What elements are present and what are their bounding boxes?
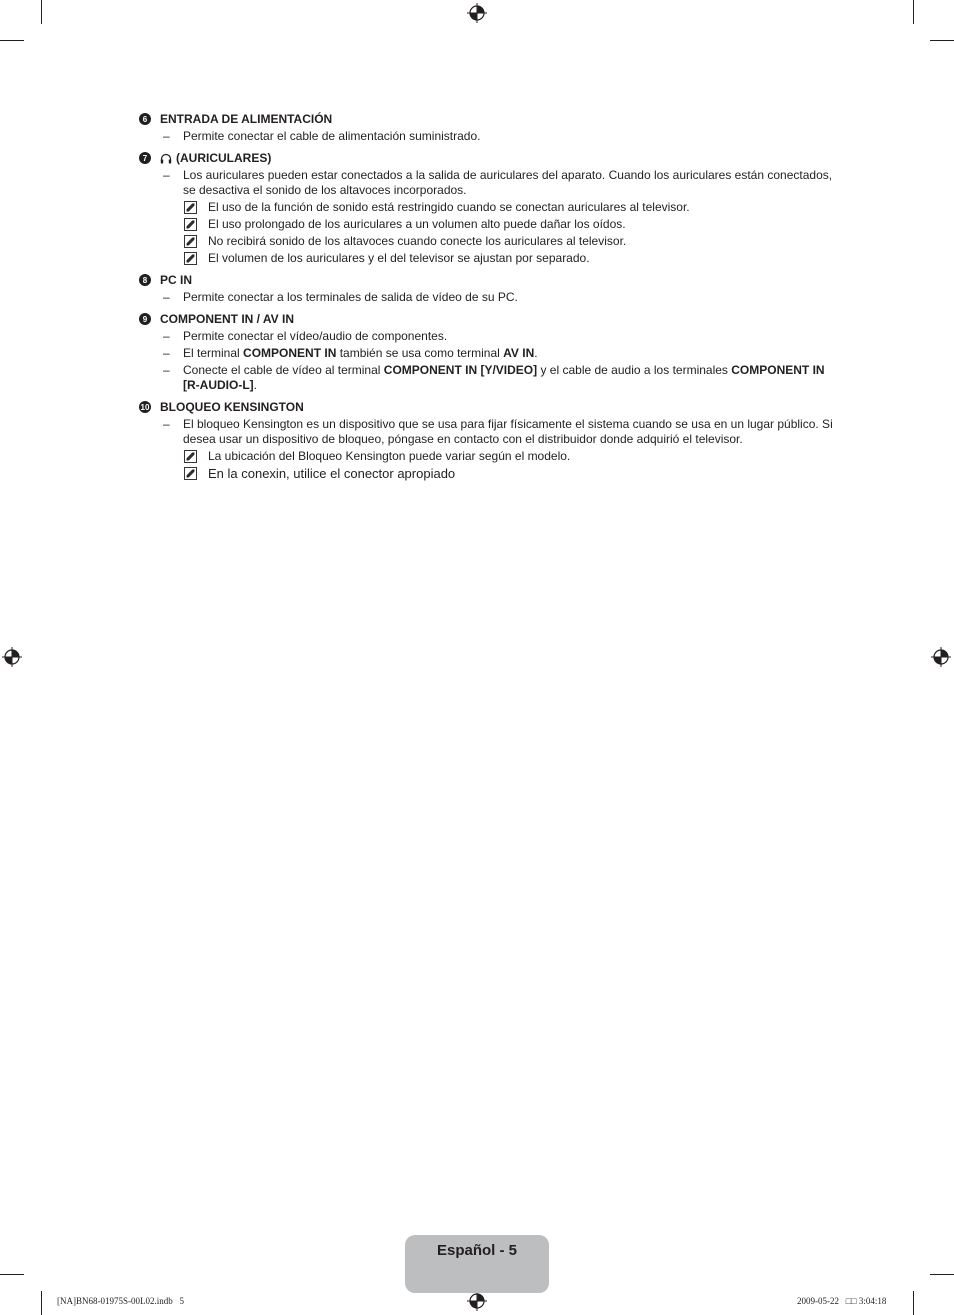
note-text: El volumen de los auriculares y el del televisor se ajustan por separado. [208, 251, 590, 265]
bold-term: COMPONENT IN [243, 346, 337, 360]
section-title: COMPONENT IN / AV IN [160, 311, 295, 326]
section-title: BLOQUEO KENSINGTON [160, 399, 304, 414]
section-number-badge: 6 [139, 113, 151, 125]
registration-mark-icon [2, 647, 22, 667]
registration-mark-icon [931, 647, 951, 667]
list-item [139, 363, 839, 393]
dash-bullet: – [163, 168, 170, 182]
headphones-icon [160, 153, 172, 164]
list-item-text: Permite conectar a los terminales de salida de vídeo de su PC. [183, 290, 518, 304]
dash-bullet: – [163, 417, 170, 431]
bold-term: COMPONENT IN [Y/VIDEO] [383, 363, 538, 377]
dash-bullet: – [163, 329, 170, 343]
list-item-text: Permite conectar el cable de alimentación suministrado. [183, 129, 481, 143]
page-number-label: Español - 5 [436, 1242, 518, 1259]
section-number-badge: 10 [140, 402, 150, 412]
section [139, 272, 839, 305]
section-title: ENTRADA DE ALIMENTACIÓN [160, 111, 333, 126]
note-item [139, 200, 839, 215]
dash-bullet: – [163, 129, 170, 143]
list-item [139, 346, 839, 361]
crop-mark [0, 40, 24, 41]
list-item-text: Los auriculares pueden estar conectados a la salida de auriculares del aparato. Cuando los auriculares están conectados, se desactiva el sonido de los altavoces incorporados. [183, 168, 833, 197]
text-run: . [253, 378, 257, 392]
dash-bullet: – [163, 363, 170, 377]
crop-mark [41, 1291, 42, 1315]
note-item [139, 466, 839, 481]
list-item-text: Permite conectar el vídeo/audio de componentes. [183, 329, 448, 343]
section [139, 399, 839, 481]
section [139, 311, 839, 393]
text-run: y el cable de audio a los terminales [537, 363, 732, 377]
section-number-badge: 9 [139, 313, 151, 325]
section [139, 111, 839, 144]
note-item [139, 217, 839, 232]
note-text: En la conexin, utilice el conector apropiado [208, 466, 456, 481]
print-timestamp: 2009-05-22 □□ 3:04:18 [797, 1296, 887, 1306]
crop-mark [930, 40, 954, 41]
note-item [139, 251, 839, 266]
crop-mark [930, 1274, 954, 1275]
note-text: No recibirá sonido de los altavoces cuando conecte los auriculares al televisor. [208, 234, 627, 248]
bold-term: AV IN [503, 346, 535, 360]
section-title: PC IN [160, 272, 193, 287]
section-title: (AURICULARES) [176, 150, 272, 165]
text-run: Conecte el cable de vídeo al terminal [183, 363, 384, 377]
print-file-info: [NA]BN68-01975S-00L02.indb 5 [57, 1296, 184, 1306]
list-item [139, 417, 839, 447]
section-heading [139, 111, 839, 127]
section-heading [139, 150, 839, 166]
text-run: El terminal [183, 346, 244, 360]
manual-content [139, 111, 839, 487]
section [139, 150, 839, 266]
section-heading [139, 399, 839, 415]
note-text: El uso de la función de sonido está restringido cuando se conectan auriculares al televisor. [208, 200, 690, 214]
note-item [139, 449, 839, 464]
text-run: también se usa como terminal [336, 346, 504, 360]
note-icon [184, 200, 208, 215]
note-icon [184, 251, 208, 266]
list-item-text [183, 346, 839, 361]
crop-mark [913, 0, 914, 24]
list-item [139, 168, 839, 198]
note-icon [184, 217, 208, 232]
list-item [139, 290, 839, 305]
section-heading [139, 311, 839, 327]
bold-term: COMPONENT IN [R-AUDIO-L] [183, 363, 825, 392]
crop-mark [41, 0, 42, 24]
text-run: . [534, 346, 538, 360]
section-number-badge: 8 [139, 274, 151, 286]
section-number-badge: 7 [139, 152, 151, 164]
list-item [139, 129, 839, 144]
crop-mark [913, 1291, 914, 1315]
note-icon [184, 449, 208, 464]
registration-mark-icon [467, 1291, 487, 1311]
dash-bullet: – [163, 346, 170, 360]
note-text: El uso prolongado de los auriculares a un volumen alto puede dañar los oídos. [208, 217, 626, 231]
note-text: La ubicación del Bloqueo Kensington puede variar según el modelo. [208, 449, 571, 463]
note-item [139, 234, 839, 249]
note-icon [184, 234, 208, 249]
dash-bullet: – [163, 290, 170, 304]
crop-mark [0, 1274, 24, 1275]
note-icon [184, 466, 208, 481]
section-heading [139, 272, 839, 288]
list-item-text [183, 363, 839, 393]
list-item-text: El bloqueo Kensington es un dispositivo que se usa para fijar físicamente el sistema cuando se usa en un lugar público. Si desea usar un dispositivo de bloqueo, póngase en contacto con el distribuidor donde adquirió el televisor. [183, 417, 833, 446]
registration-mark-icon [467, 3, 487, 23]
list-item [139, 329, 839, 344]
